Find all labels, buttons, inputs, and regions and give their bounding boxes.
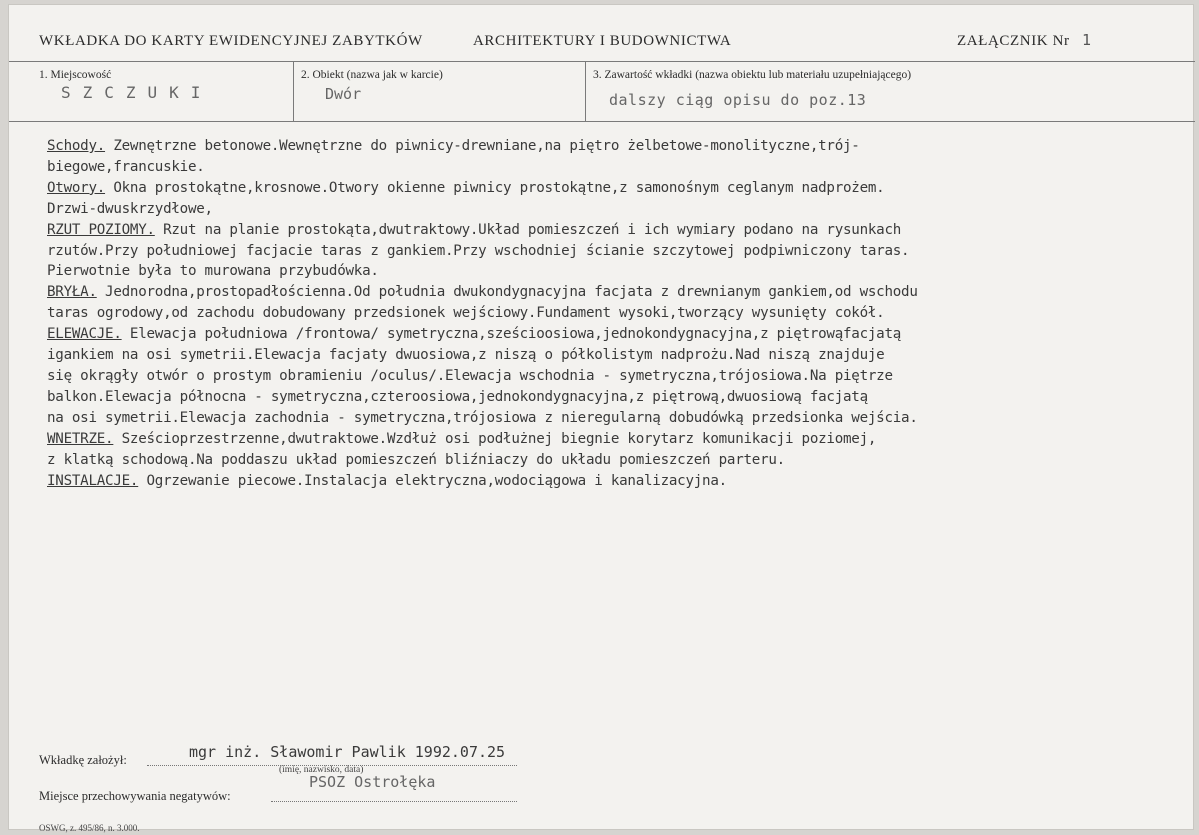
paragraph-interior — [47, 429, 1177, 471]
paragraph-line: się okrągły otwór o prostym obramieniu /oculus/.Elewacja wschodnia - symetryczna,trójosiowa.Na piętrze — [47, 367, 893, 384]
paragraph-text: Ogrzewanie piecowe.Instalacja elektryczna,wodociągowa i kanalizacyjna. — [138, 472, 727, 489]
author-value: mgr inż. Sławomir Pawlik 1992.07.25 — [189, 743, 506, 761]
field-label-object: 2. Obiekt (nazwa jak w karcie) — [301, 69, 443, 81]
paragraph-line: igankiem na osi symetrii.Elewacja facjaty dwuosiowa,z niszą o półkolistym nadprożu.Nad niszą znajduje — [47, 347, 885, 364]
paragraph-line: Drzwi-dwuskrzydłowe, — [47, 200, 213, 217]
paragraph-line: Pierwotnie była to murowana przybudówka. — [47, 263, 379, 280]
section-heading: BRYŁA. — [47, 284, 97, 301]
paragraph-line: rzutów.Przy południowej facjacie taras z gankiem.Przy wschodniej ścianie szczytowej podpiwniczony taras. — [47, 242, 910, 259]
header-title: WKŁADKA DO KARTY EWIDENCYJNEJ ZABYTKÓW — [39, 33, 423, 49]
section-heading: RZUT POZIOMY. — [47, 221, 155, 238]
description-body — [47, 136, 1177, 491]
paragraph-line: biegowe,francuskie. — [47, 158, 205, 175]
paragraph-line: z klatką schodową.Na poddaszu układ pomieszczeń bliźniaczy do układu pomieszczeń parteru. — [47, 451, 785, 468]
field-label-locality: 1. Miejscowość — [39, 69, 112, 81]
author-label: Wkładkę założył: — [39, 753, 127, 767]
divider — [293, 61, 294, 121]
field-value-contents: dalszy ciąg opisu do poz.13 — [609, 91, 867, 109]
divider — [9, 121, 1195, 122]
section-heading: WNETRZE. — [47, 430, 114, 447]
divider — [585, 61, 586, 121]
field-label-contents: 3. Zawartość wkładki (nazwa obiektu lub materiału uzupełniającego) — [593, 69, 912, 81]
divider — [9, 61, 1195, 62]
paragraph-text: Jednorodna,prostopadłościenna.Od południa dwukondygnacyjna facjata z drewnianym gankiem,od wschodu — [96, 284, 918, 301]
print-info: OSWG, z. 495/86, n. 3.000. — [39, 823, 140, 833]
author-caption: (imię, nazwisko, data) — [279, 765, 364, 775]
header-attachment-label: ZAŁĄCZNIK Nr — [957, 33, 1070, 49]
header-subtitle: ARCHITEKTURY I BUDOWNICTWA — [473, 33, 732, 49]
paragraph-line: balkon.Elewacja północna - symetryczna,czteroosiowa,jednokondygnacyjna,z piętrową,dwuosiową facjatą — [47, 388, 868, 405]
paragraph-elevations — [47, 324, 1177, 429]
section-heading: Schody. — [47, 138, 106, 154]
storage-value: PSOZ Ostrołęka — [309, 773, 436, 791]
section-heading: ELEWACJE. — [47, 326, 122, 343]
paragraph-installations — [47, 471, 1177, 492]
paragraph-massing — [47, 282, 1177, 324]
paragraph-line: taras ogrodowy,od zachodu dobudowany przedsionek wejściowy.Fundament wysoki,tworzący wysunięty cokół. — [47, 305, 885, 322]
field-value-object: Dwór — [325, 85, 362, 103]
paragraph-openings — [47, 178, 1177, 220]
paragraph-text: Zewnętrzne betonowe.Wewnętrzne do piwnicy-drewniane,na piętro żelbetowe-monolityczne,trój- — [105, 138, 860, 154]
field-value-locality: SZCZUKI — [61, 83, 213, 102]
paragraph-line: na osi symetrii.Elewacja zachodnia - symetryczna,trójosiowa z nieregularną dobudówką przedsionka wejścia. — [47, 409, 918, 426]
paragraph-text: Rzut na planie prostokąta,dwutraktowy.Układ pomieszczeń i ich wymiary podano na rysunkach — [154, 221, 902, 238]
paragraph-floor-plan — [47, 220, 1177, 283]
paragraph-text: Elewacja południowa /frontowa/ symetryczna,sześcioosiowa,jednokondygnacyjna,z piętrowąfacjatą — [121, 326, 902, 343]
section-heading: Otwory. — [47, 179, 106, 196]
storage-label: Miejsce przechowywania negatywów: — [39, 789, 231, 803]
record-card — [8, 4, 1194, 833]
paragraph-stairs — [47, 136, 1177, 178]
section-heading: INSTALACJE. — [47, 472, 139, 489]
storage-dotted-line — [271, 801, 517, 802]
paragraph-text: Sześcioprzestrzenne,dwutraktowe.Wzdłuż osi podłużnej biegnie korytarz komunikacji poziomej, — [113, 430, 877, 447]
attachment-number: 1 — [1082, 31, 1092, 49]
paragraph-text: Okna prostokątne,krosnowe.Otwory okienne piwnicy prostokątne,z samonośnym ceglanym nadprożem. — [105, 179, 885, 196]
